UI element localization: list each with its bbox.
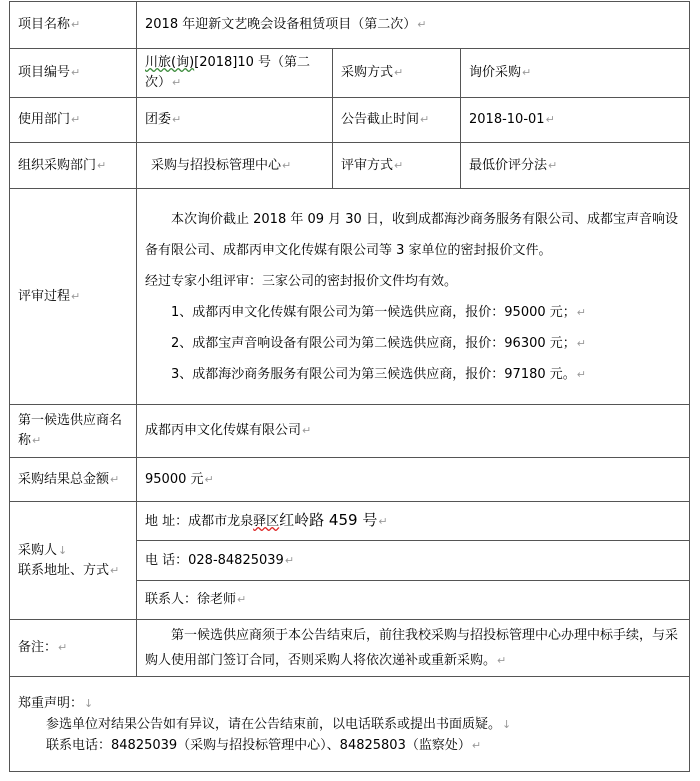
paragraph-mark-icon: ↵ (237, 593, 247, 606)
paragraph-mark-icon: ↵ (58, 641, 68, 654)
value-cell (461, 143, 690, 189)
deadline-label: 公告截止时间 (341, 112, 420, 127)
review-label: 评审过程 (18, 288, 71, 304)
paragraph-mark-icon: ↵ (394, 66, 404, 79)
label-cell (10, 2, 137, 49)
label-cell (10, 620, 137, 677)
total-label: 采购结果总金额 (18, 471, 110, 487)
review-method-value: 最低价评分法 (469, 157, 548, 173)
paragraph-mark-icon: ↵ (497, 654, 507, 667)
row-total (10, 458, 690, 502)
declaration-cell (10, 677, 690, 772)
row-first-supplier (10, 405, 690, 458)
paragraph-mark-icon: ↵ (71, 66, 81, 79)
review-paragraph-3: 1、成都丙申文化传媒有限公司为第一候选供应商，报价：95000 元；↵ (171, 304, 586, 320)
paragraph-mark-icon: ↵ (302, 424, 312, 437)
first-supplier-value: 成都丙申文化传媒有限公司 (145, 423, 302, 438)
paragraph-mark-icon: ↵ (172, 76, 182, 89)
method-label: 采购方式 (341, 65, 394, 80)
paragraph-mark-icon: ↵ (71, 113, 81, 126)
row-dept (10, 98, 690, 143)
org-dept-label: 组织采购部门 (18, 157, 97, 173)
address-prefix: 地 址：成都市龙泉 (145, 514, 254, 529)
value-cell (137, 2, 690, 49)
address-marked-text: 驿区 (253, 514, 280, 529)
method-value: 询价采购 (469, 65, 522, 80)
address-suffix: 红岭路 459 号 (279, 511, 378, 529)
value-cell (137, 458, 690, 502)
label-cell (10, 143, 137, 189)
paragraph-mark-icon: ↵ (110, 563, 120, 577)
declaration-title: 郑重声明： (18, 695, 84, 711)
paragraph-mark-icon: ↵ (282, 158, 292, 172)
dept-value: 团委 (145, 112, 172, 127)
paragraph-mark-icon: ↵ (576, 367, 586, 381)
phone-cell (137, 541, 690, 581)
value-cell (137, 49, 333, 98)
project-name-value: 2018 年迎新文艺晚会设备租赁项目（第二次） (145, 17, 417, 32)
paragraph-mark-icon: ↵ (522, 66, 532, 79)
paragraph-mark-icon: ↵ (420, 113, 430, 126)
project-name-label: 项目名称 (18, 17, 71, 32)
line-break-icon: ↓ (502, 717, 512, 731)
row-declaration (10, 677, 690, 772)
person-cell (137, 581, 690, 620)
paragraph-mark-icon: ↵ (204, 472, 214, 486)
paragraph-mark-icon: ↵ (548, 158, 558, 172)
label-cell (333, 49, 461, 98)
row-address (10, 502, 690, 541)
project-no-label: 项目编号 (18, 65, 71, 80)
paragraph-mark-icon: ↵ (71, 18, 81, 31)
value-cell (137, 143, 333, 189)
review-paragraph-2: 经过专家小组评审：三家公司的密封报价文件均有效。 (145, 273, 458, 289)
value-cell (461, 49, 690, 98)
label-cell (10, 49, 137, 98)
row-remark (10, 620, 690, 677)
paragraph-mark-icon: ↵ (471, 738, 482, 752)
review-method-label: 评审方式 (341, 157, 394, 173)
value-cell (461, 98, 690, 143)
row-review (10, 189, 690, 405)
label-cell (10, 458, 137, 502)
label-cell (333, 98, 461, 143)
paragraph-mark-icon: ↵ (417, 18, 427, 31)
paragraph-mark-icon: ↵ (576, 305, 586, 319)
dept-label: 使用部门 (18, 112, 71, 127)
row-org-dept (10, 143, 690, 189)
contact-label-cell (10, 502, 137, 620)
row-project-name (10, 2, 690, 49)
org-dept-value: 采购与招投标管理中心 (151, 157, 282, 173)
total-value: 95000 元 (145, 471, 204, 487)
phone-value: 电 话：028-84825039 (145, 552, 284, 568)
label-cell (333, 143, 461, 189)
label-cell (10, 405, 137, 458)
person-value: 联系人：徐老师 (145, 592, 237, 607)
paragraph-mark-icon: ↵ (110, 472, 120, 486)
row-project-no (10, 49, 690, 98)
review-content (137, 189, 690, 405)
paragraph-mark-icon: ↵ (71, 289, 81, 303)
remark-cell (137, 620, 690, 677)
address-cell (137, 502, 690, 541)
paragraph-mark-icon: ↵ (576, 336, 586, 350)
remark-value: 第一候选供应商须于本公告结束后，前往我校采购与招投标管理中心办理中标手续，与采购人使用部门签订合同，否则采购人将依次递补或重新采购。 (145, 628, 679, 668)
remark-label: 备注： (18, 640, 58, 655)
contact-label-line2: 联系地址、方式 (18, 562, 110, 578)
first-supplier-label: 第一候选供应商名称 (18, 413, 123, 448)
paragraph-mark-icon: ↵ (545, 113, 555, 126)
paragraph-mark-icon: ↵ (284, 553, 295, 567)
line-break-icon: ↓ (84, 696, 94, 710)
paragraph-mark-icon: ↵ (172, 113, 182, 126)
project-no-value: [2018]10 号（第二次） (145, 55, 311, 90)
paragraph-mark-icon: ↵ (378, 515, 388, 528)
result-announcement-table (9, 1, 690, 772)
paragraph-mark-icon: ↵ (97, 158, 107, 172)
label-cell (10, 98, 137, 143)
contact-label-line1: 采购人 (18, 542, 58, 558)
review-paragraph-4: 2、成都宝声音响设备有限公司为第二候选供应商，报价：96300 元；↵ (171, 335, 586, 351)
deadline-value: 2018-10-01 (469, 112, 545, 127)
declaration-line2: 联系电话：84825039（采购与招投标管理中心）、84825803（监察处） (46, 737, 471, 753)
project-no-prefix: 川旅(询) (145, 55, 195, 70)
declaration-line1: 参选单位对结果公告如有异议，请在公告结束前，以电话联系或提出书面质疑。 (46, 716, 502, 732)
line-break-icon: ↓ (58, 543, 68, 557)
label-cell (10, 189, 137, 405)
value-cell (137, 98, 333, 143)
value-cell (137, 405, 690, 458)
paragraph-mark-icon: ↵ (394, 158, 404, 172)
paragraph-mark-icon: ↵ (32, 434, 42, 447)
review-paragraph-1: 本次询价截止 2018 年 09 月 30 日，收到成都海沙商务服务有限公司、成都宝声音响设备有限公司、成都丙申文化传媒有限公司等 3 家单位的密封报价文件。 (145, 211, 678, 258)
review-paragraph-5: 3、成都海沙商务服务有限公司为第三候选供应商，报价：97180 元。↵ (171, 366, 586, 382)
